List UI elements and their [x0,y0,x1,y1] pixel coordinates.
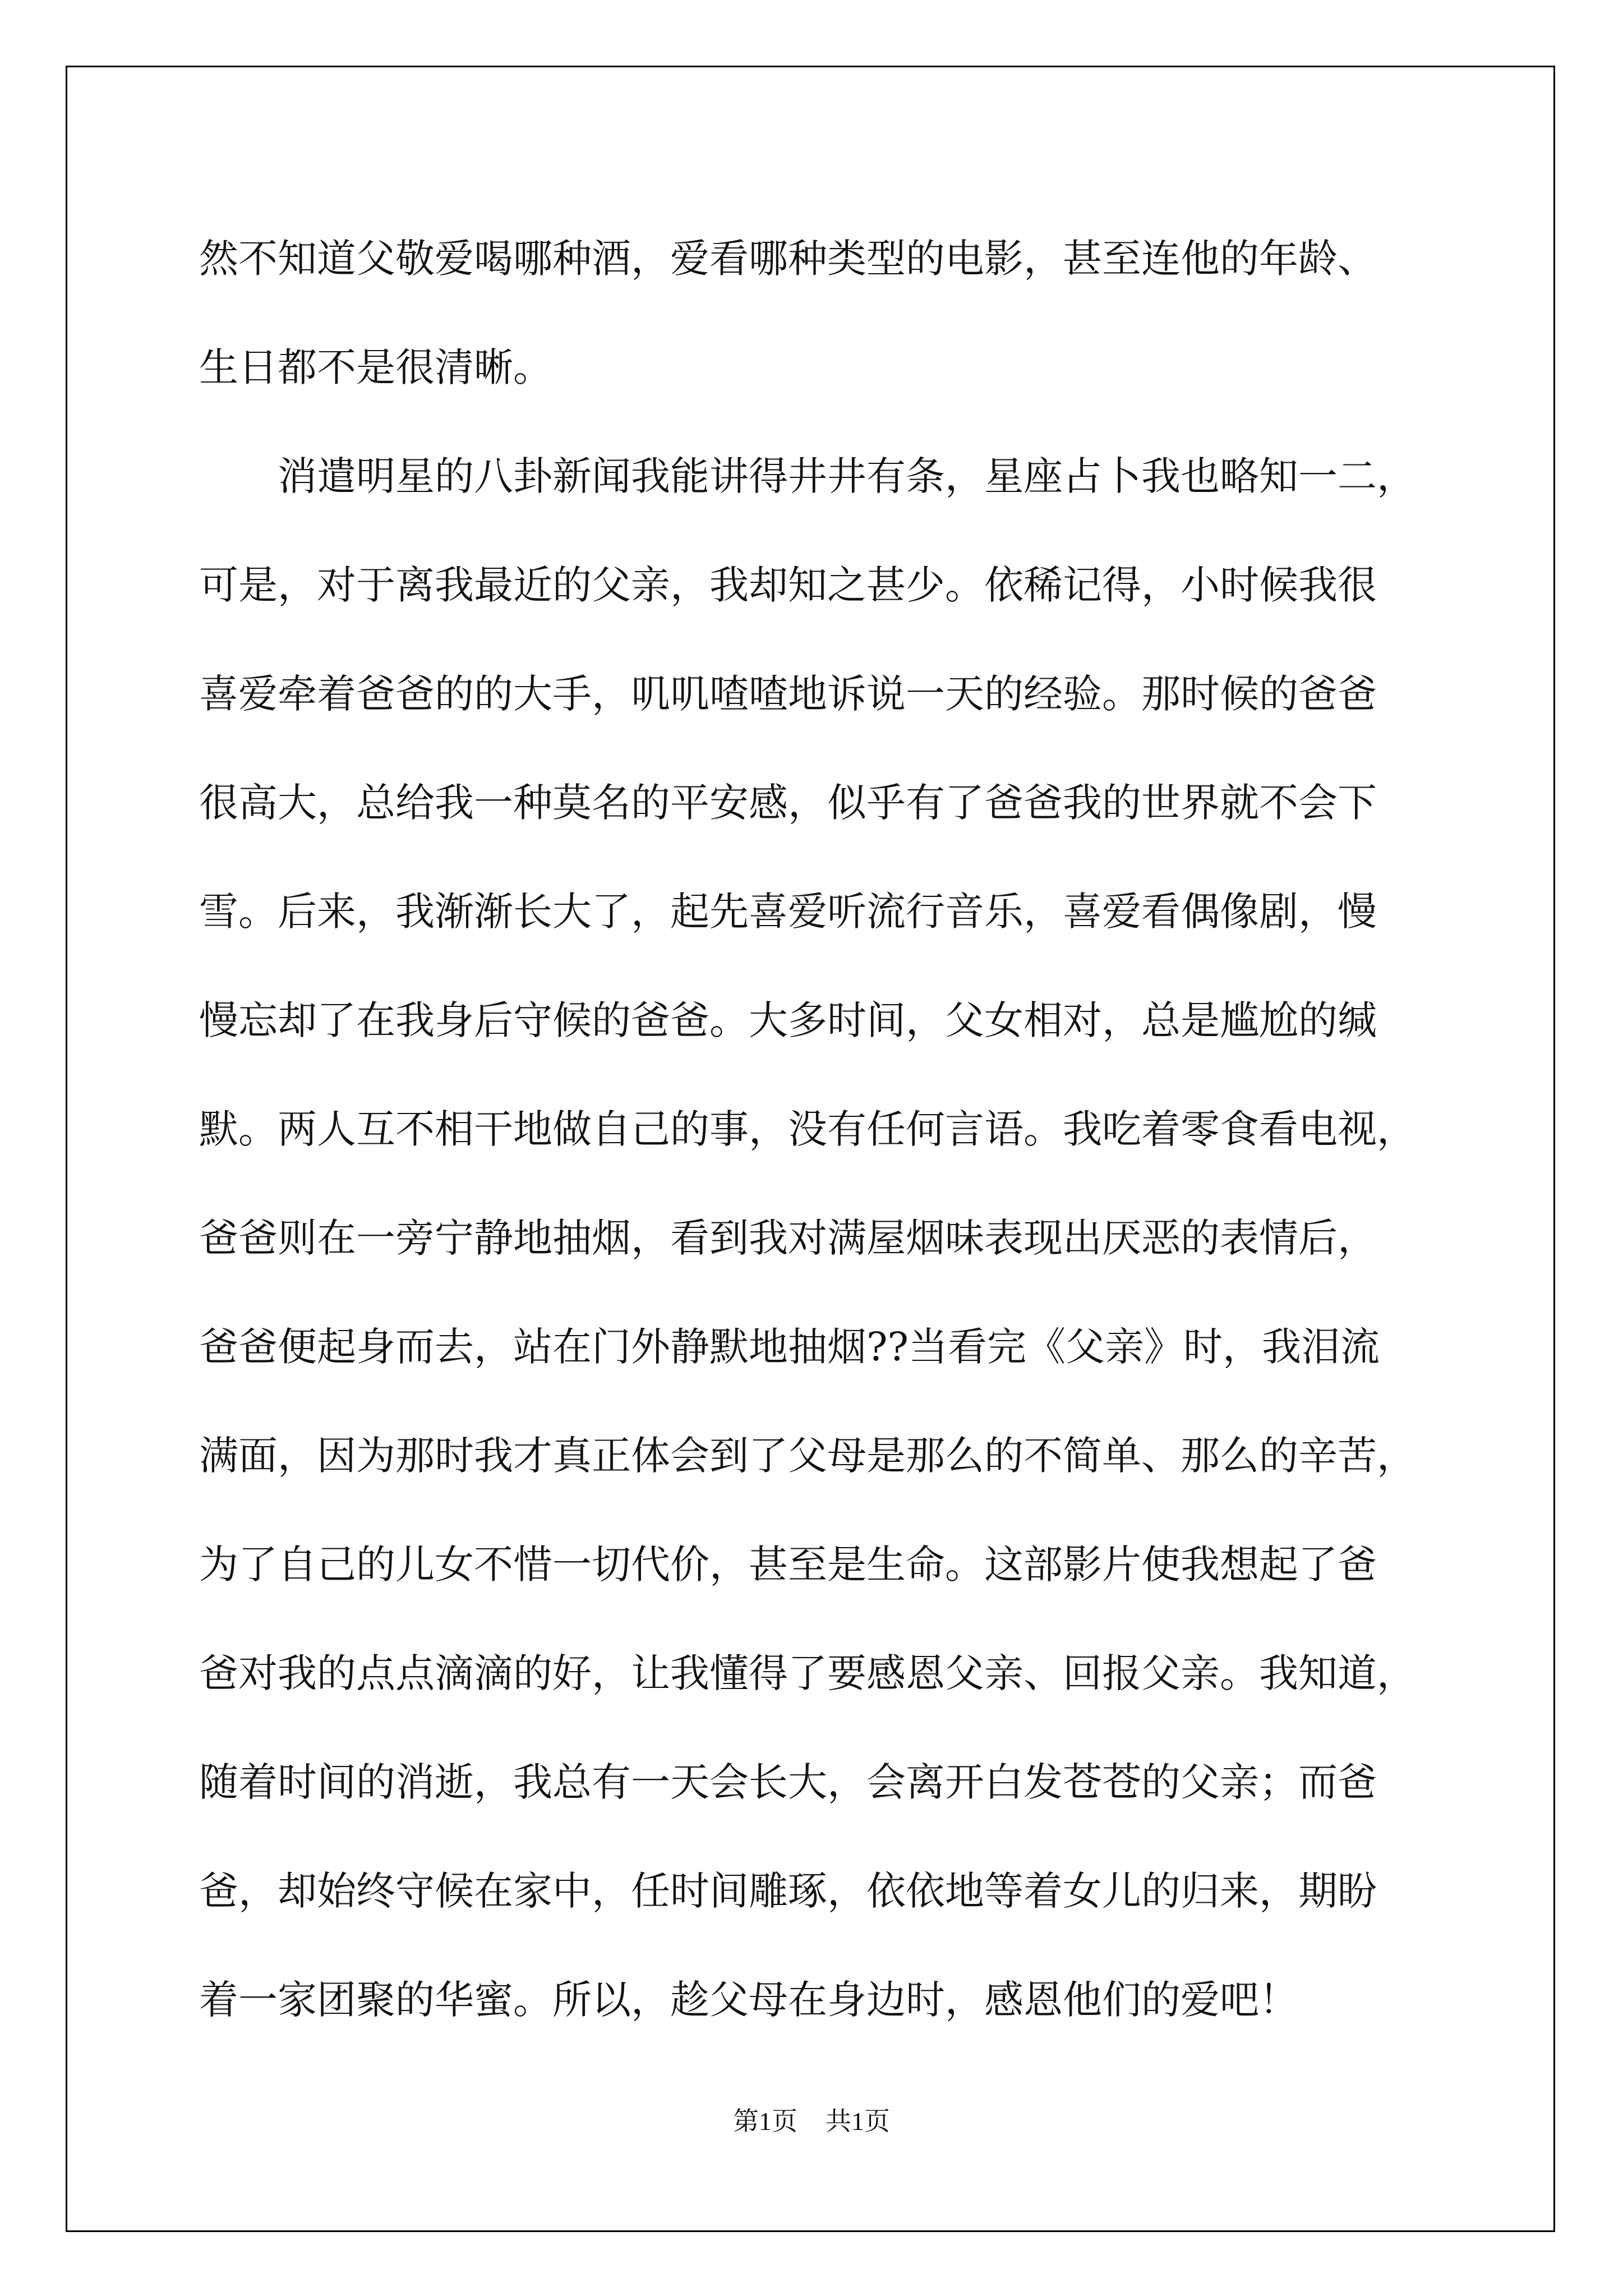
page-footer [0,2101,1623,2138]
text-line: 很高大，总给我一种莫名的平安感，似乎有了爸爸我的世界就不会下 [199,780,1377,826]
page-number-current: 第1页 [733,2107,797,2136]
document-body [199,204,1472,2054]
text-line: 默。两人互不相干地做自己的事，没有任何言语。我吃着零食看电视， [199,1106,1416,1152]
page-number-total: 共1页 [826,2107,890,2136]
text-line: 雪。后来，我渐渐长大了，起先喜爱听流行音乐，喜爱看偶像剧，慢 [199,889,1377,935]
text-line: 然不知道父敬爱喝哪种酒，爱看哪种类型的电影，甚至连他的年龄、 [199,236,1377,282]
text-line: 为了自己的儿女不惜一切代价，甚至是生命。这部影片使我想起了爸 [199,1542,1377,1588]
text-line: 喜爱牵着爸爸的的大手，叽叽喳喳地诉说一天的经验。那时候的爸爸 [199,671,1377,717]
text-line: 着一家团聚的华蜜。所以，趁父母在身边时，感恩他们的爱吧！ [199,1977,1298,2023]
text-line: 爸对我的点点滴滴的好，让我懂得了要感恩父亲、回报父亲。我知道， [199,1650,1416,1696]
text-line: 爸，却始终守候在家中，任时间雕琢，依依地等着女儿的归来，期盼 [199,1868,1377,1914]
text-line: 满面，因为那时我才真正体会到了父母是那么的不简单、那么的辛苦， [199,1433,1416,1479]
text-line: 随着时间的消逝，我总有一天会长大，会离开白发苍苍的父亲；而爸 [199,1759,1377,1805]
text-line: 爸爸便起身而去，站在门外静默地抽烟??当看完《父亲》时，我泪流 [199,1324,1380,1370]
text-line: 慢忘却了在我身后守候的爸爸。大多时间，父女相对，总是尴尬的缄 [199,997,1377,1043]
text-line: 爸爸则在一旁宁静地抽烟，看到我对满屋烟味表现出厌恶的表情后， [199,1215,1377,1261]
text-line: 消遣明星的八卦新闻我能讲得井井有条，星座占卜我也略知一二， [199,453,1416,499]
text-line: 生日都不是很清晰。 [199,344,552,390]
text-line: 可是，对于离我最近的父亲，我却知之甚少。依稀记得，小时候我很 [199,562,1377,608]
